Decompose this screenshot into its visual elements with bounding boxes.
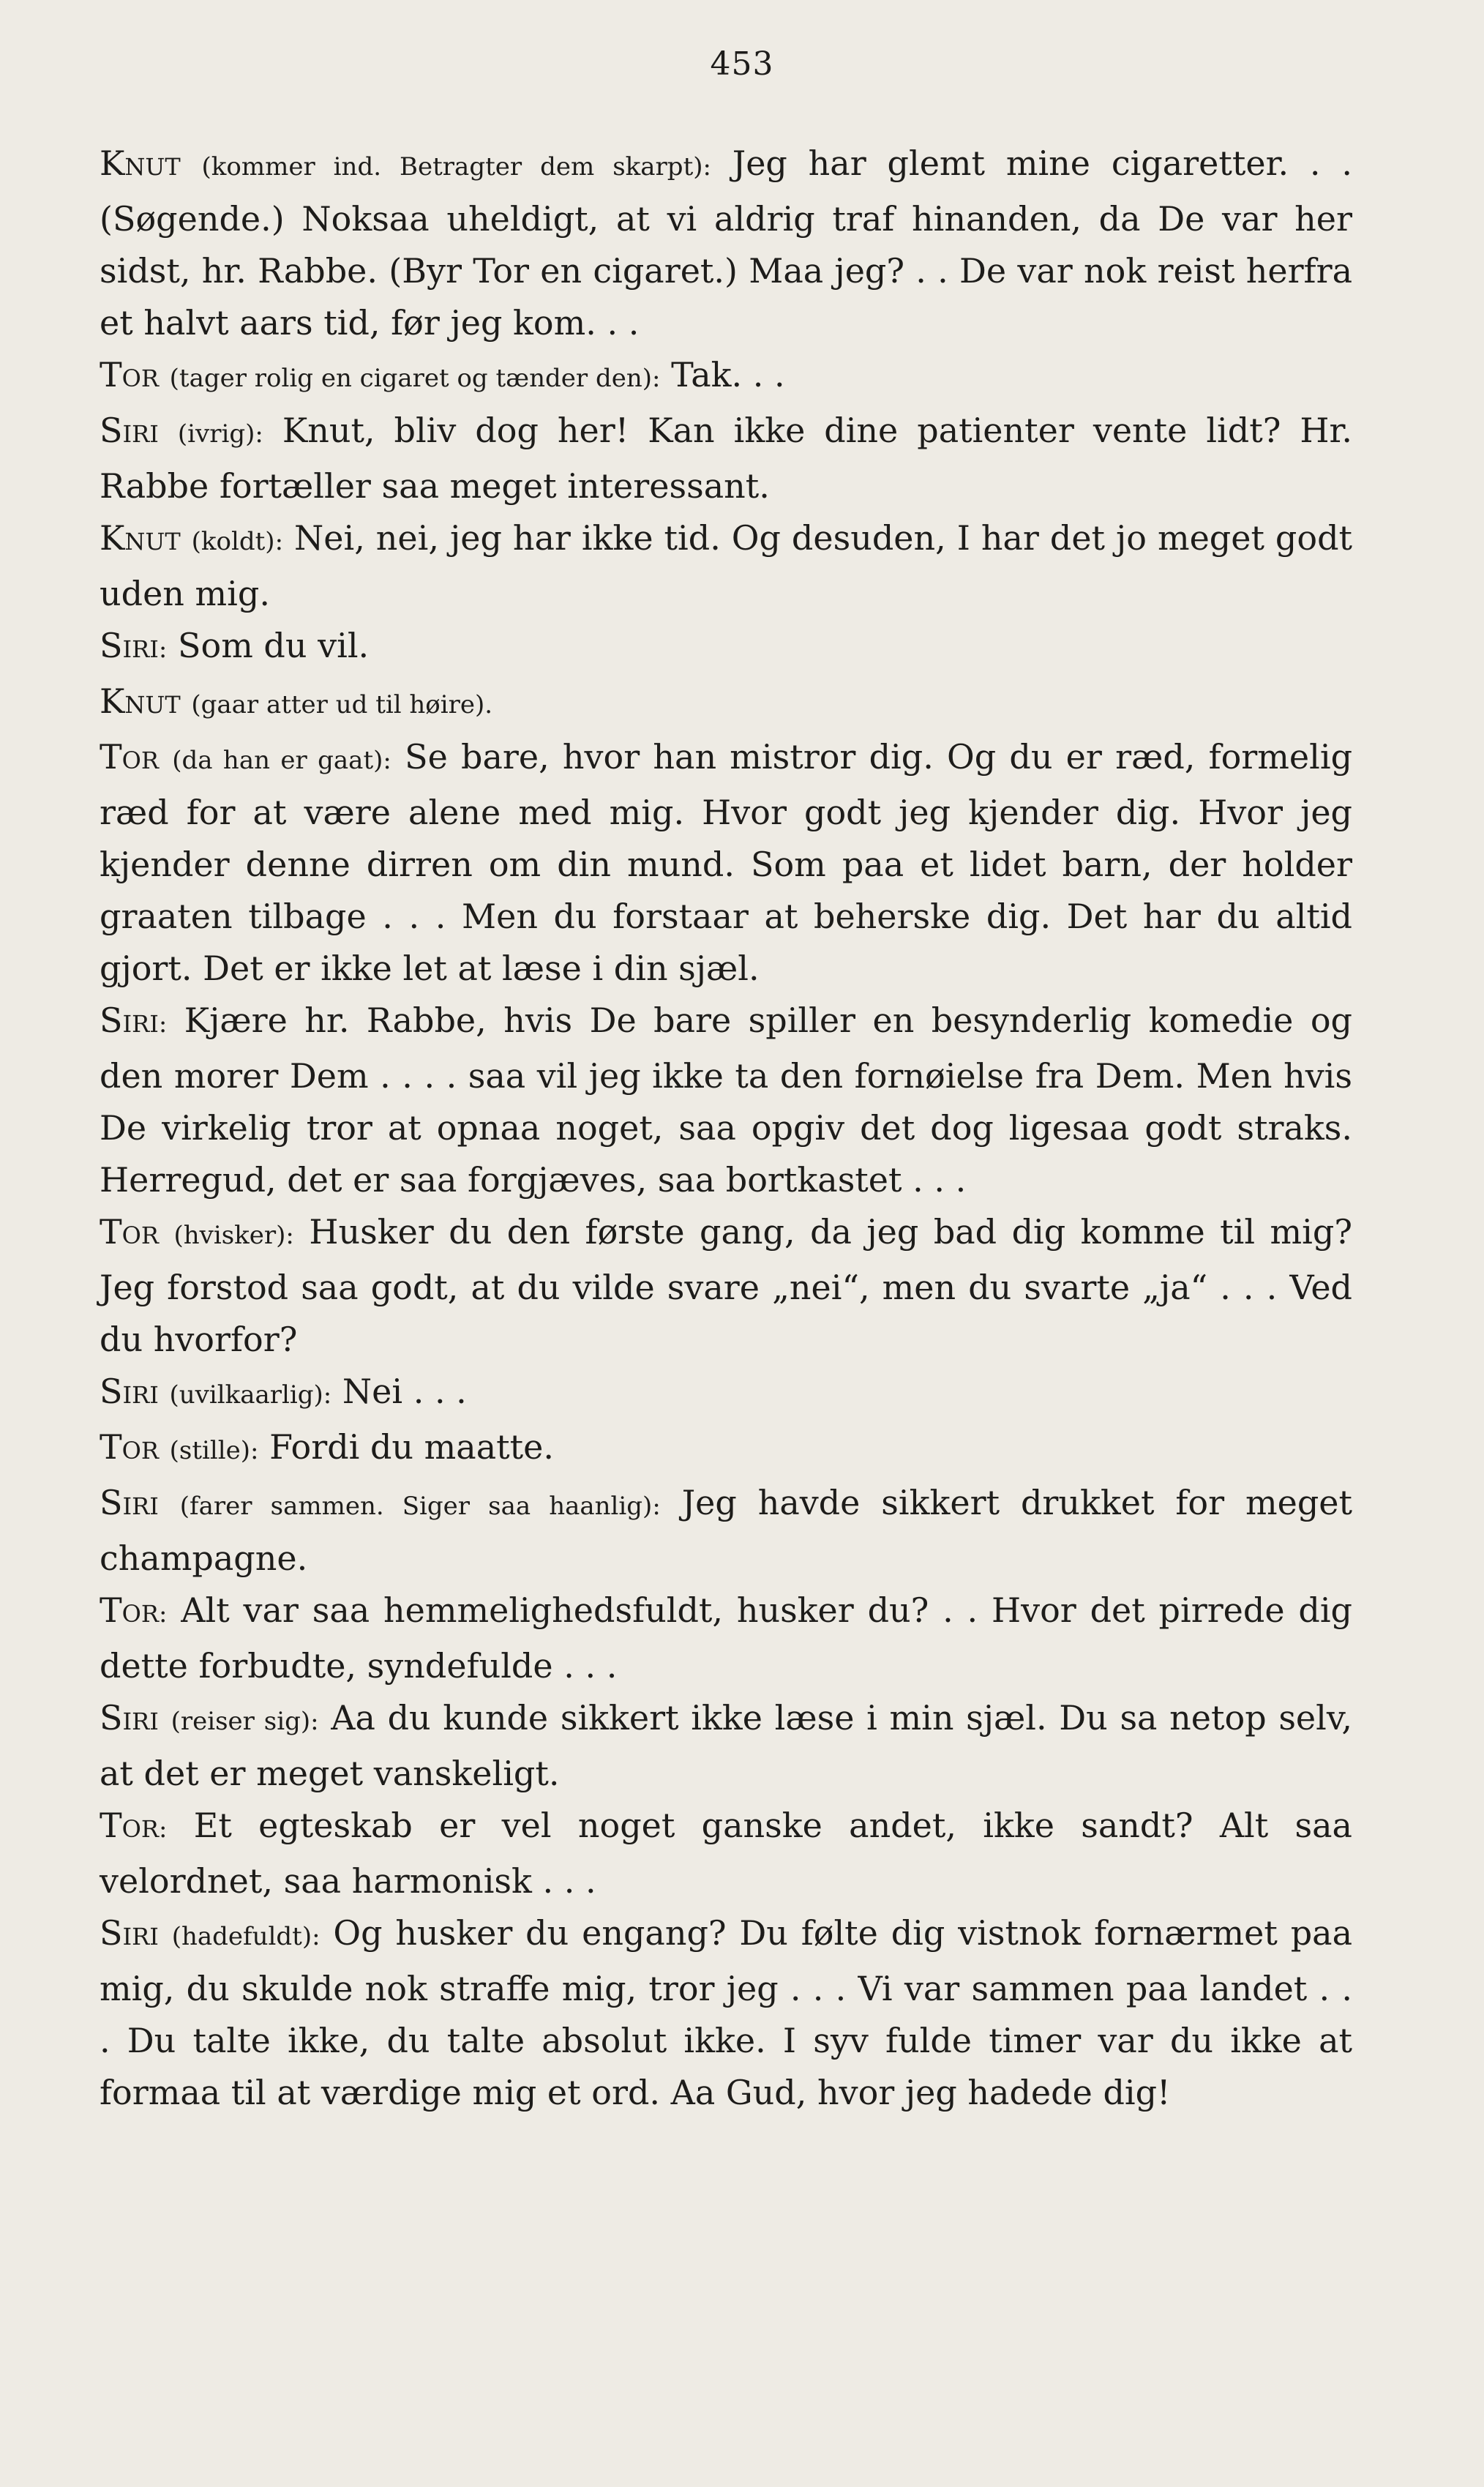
dialogue-paragraph [100, 1800, 1352, 1907]
speaker-name: Siri [100, 411, 159, 450]
dialogue-body [100, 138, 1352, 2119]
stage-direction: (reiser sig): [170, 1707, 319, 1736]
stage-direction: (stille): [169, 1436, 259, 1465]
stage-direction: (kommer ind. Betragter dem skarpt): [201, 152, 711, 182]
dialogue-paragraph [100, 1206, 1352, 1366]
stage-direction: (ivrig): [177, 419, 263, 449]
dialogue-text: Som du vil. [177, 626, 370, 665]
dialogue-paragraph [100, 349, 1352, 405]
speaker-name: Knut [100, 681, 181, 721]
dialogue-text: Jeg havde sikkert drukket for meget champagne. [100, 1483, 1352, 1578]
stage-direction: : [159, 1599, 168, 1628]
stage-direction: (uvilkaarlig): [169, 1380, 332, 1410]
stage-direction: : [159, 1814, 168, 1844]
dialogue-paragraph [100, 676, 1352, 731]
dialogue-paragraph [100, 1907, 1352, 2119]
dialogue-paragraph [100, 1585, 1352, 1692]
stage-direction: (tager rolig en cigaret og tænder den): [169, 364, 661, 393]
speaker-name: Tor [100, 737, 160, 777]
dialogue-text: Og husker du engang? Du følte dig vistnok fornærmet paa mig, du skulde nok straffe mig, tror jeg . . . Vi var sammen paa landet . . . Du talte ikke, du talte absolut ikke. I syv fulde timer var du ikke at formaa til at værdige mig et ord. Aa Gud, hvor jeg hadede dig! [100, 1913, 1352, 2112]
stage-direction: : [158, 1009, 168, 1039]
dialogue-text: Jeg har glemt mine cigaretter. . . (Søgende.) Noksaa uheldigt, at vi aldrig traf hinanden, da De var her sidst, hr. Rabbe. (Byr Tor en cigaret.) Maa jeg? . . De var nok reist herfra et halvt aars tid, før jeg kom. . . [100, 143, 1352, 343]
dialogue-paragraph [100, 1692, 1352, 1800]
stage-direction: (koldt): [191, 527, 284, 556]
speaker-name: Knut [100, 518, 181, 558]
dialogue-paragraph [100, 1366, 1352, 1421]
dialogue-paragraph [100, 405, 1352, 512]
stage-direction: (hadefuldt): [171, 1922, 321, 1951]
stage-direction: (farer sammen. Siger saa haanlig): [179, 1492, 661, 1521]
dialogue-paragraph [100, 620, 1352, 676]
dialogue-text: Tak. . . [671, 355, 785, 394]
dialogue-text: Alt var saa hemmelighedsfuldt, husker du? . . Hvor det pirrede dig dette forbudte, syndefulde . . . [100, 1590, 1352, 1686]
speaker-name: Tor [100, 355, 160, 394]
dialogue-text: Aa du kunde sikkert ikke læse i min sjæl. Du sa netop selv, at det er meget vanskeligt. [100, 1698, 1353, 1793]
dialogue-text: Nei, nei, jeg har ikke tid. Og desuden, I har det jo meget godt uden mig. [100, 518, 1352, 613]
speaker-name: Tor [100, 1427, 160, 1467]
dialogue-paragraph [100, 995, 1352, 1206]
page-number: 453 [710, 45, 774, 83]
dialogue-text: Et egteskab er vel noget ganske andet, ikke sandt? Alt saa velordnet, saa harmonisk . . . [100, 1806, 1352, 1901]
dialogue-paragraph [100, 1421, 1352, 1477]
dialogue-text: Fordi du maatte. [269, 1427, 554, 1467]
speaker-name: Tor [100, 1806, 160, 1845]
stage-direction: (hvisker): [173, 1221, 294, 1250]
speaker-name: Knut [100, 143, 181, 183]
dialogue-text: Se bare, hvor han mistror dig. Og du er ræd, formelig ræd for at være alene med mig. Hvor godt jeg kjender dig. Hvor jeg kjender denne dirren om din mund. Som paa et lidet barn, der holder graaten tilbage . . . Men du forstaar at beherske dig. Det har du altid gjort. Det er ikke let at læse i din sjæl. [100, 737, 1353, 988]
dialogue-text: Knut, bliv dog her! Kan ikke dine patienter vente lidt? Hr. Rabbe fortæller saa meget interessant. [100, 411, 1353, 506]
dialogue-text: Nei . . . [342, 1372, 467, 1411]
dialogue-paragraph [100, 1477, 1352, 1585]
dialogue-text: Kjære hr. Rabbe, hvis De bare spiller en besynderlig komedie og den morer Dem . . . . saa vil jeg ikke ta den fornøielse fra Dem. Men hvis De virkelig tror at opnaa noget, saa opgiv det dog ligesaa godt straks. Herregud, det er saa forgjæves, saa bortkastet . . . [100, 1001, 1352, 1200]
stage-direction: : [158, 635, 168, 664]
speaker-name: Siri [100, 1698, 159, 1738]
dialogue-text: Husker du den første gang, da jeg bad dig komme til mig? Jeg forstod saa godt, at du vilde svare „nei“, men du svarte „ja“ . . . Ved du hvorfor? [100, 1212, 1352, 1359]
dialogue-paragraph [100, 512, 1352, 620]
speaker-name: Siri [100, 1372, 159, 1411]
speaker-name: Siri [100, 1913, 159, 1953]
dialogue-paragraph [100, 138, 1352, 349]
speaker-name: Siri [100, 1483, 159, 1522]
speaker-name: Siri [100, 1001, 159, 1040]
speaker-name: Siri [100, 626, 159, 665]
speaker-name: Tor [100, 1590, 160, 1630]
speaker-name: Tor [100, 1212, 160, 1252]
stage-direction: (da han er gaat): [172, 746, 391, 775]
dialogue-paragraph [100, 731, 1352, 995]
stage-direction: (gaar atter ud til høire). [191, 690, 493, 719]
